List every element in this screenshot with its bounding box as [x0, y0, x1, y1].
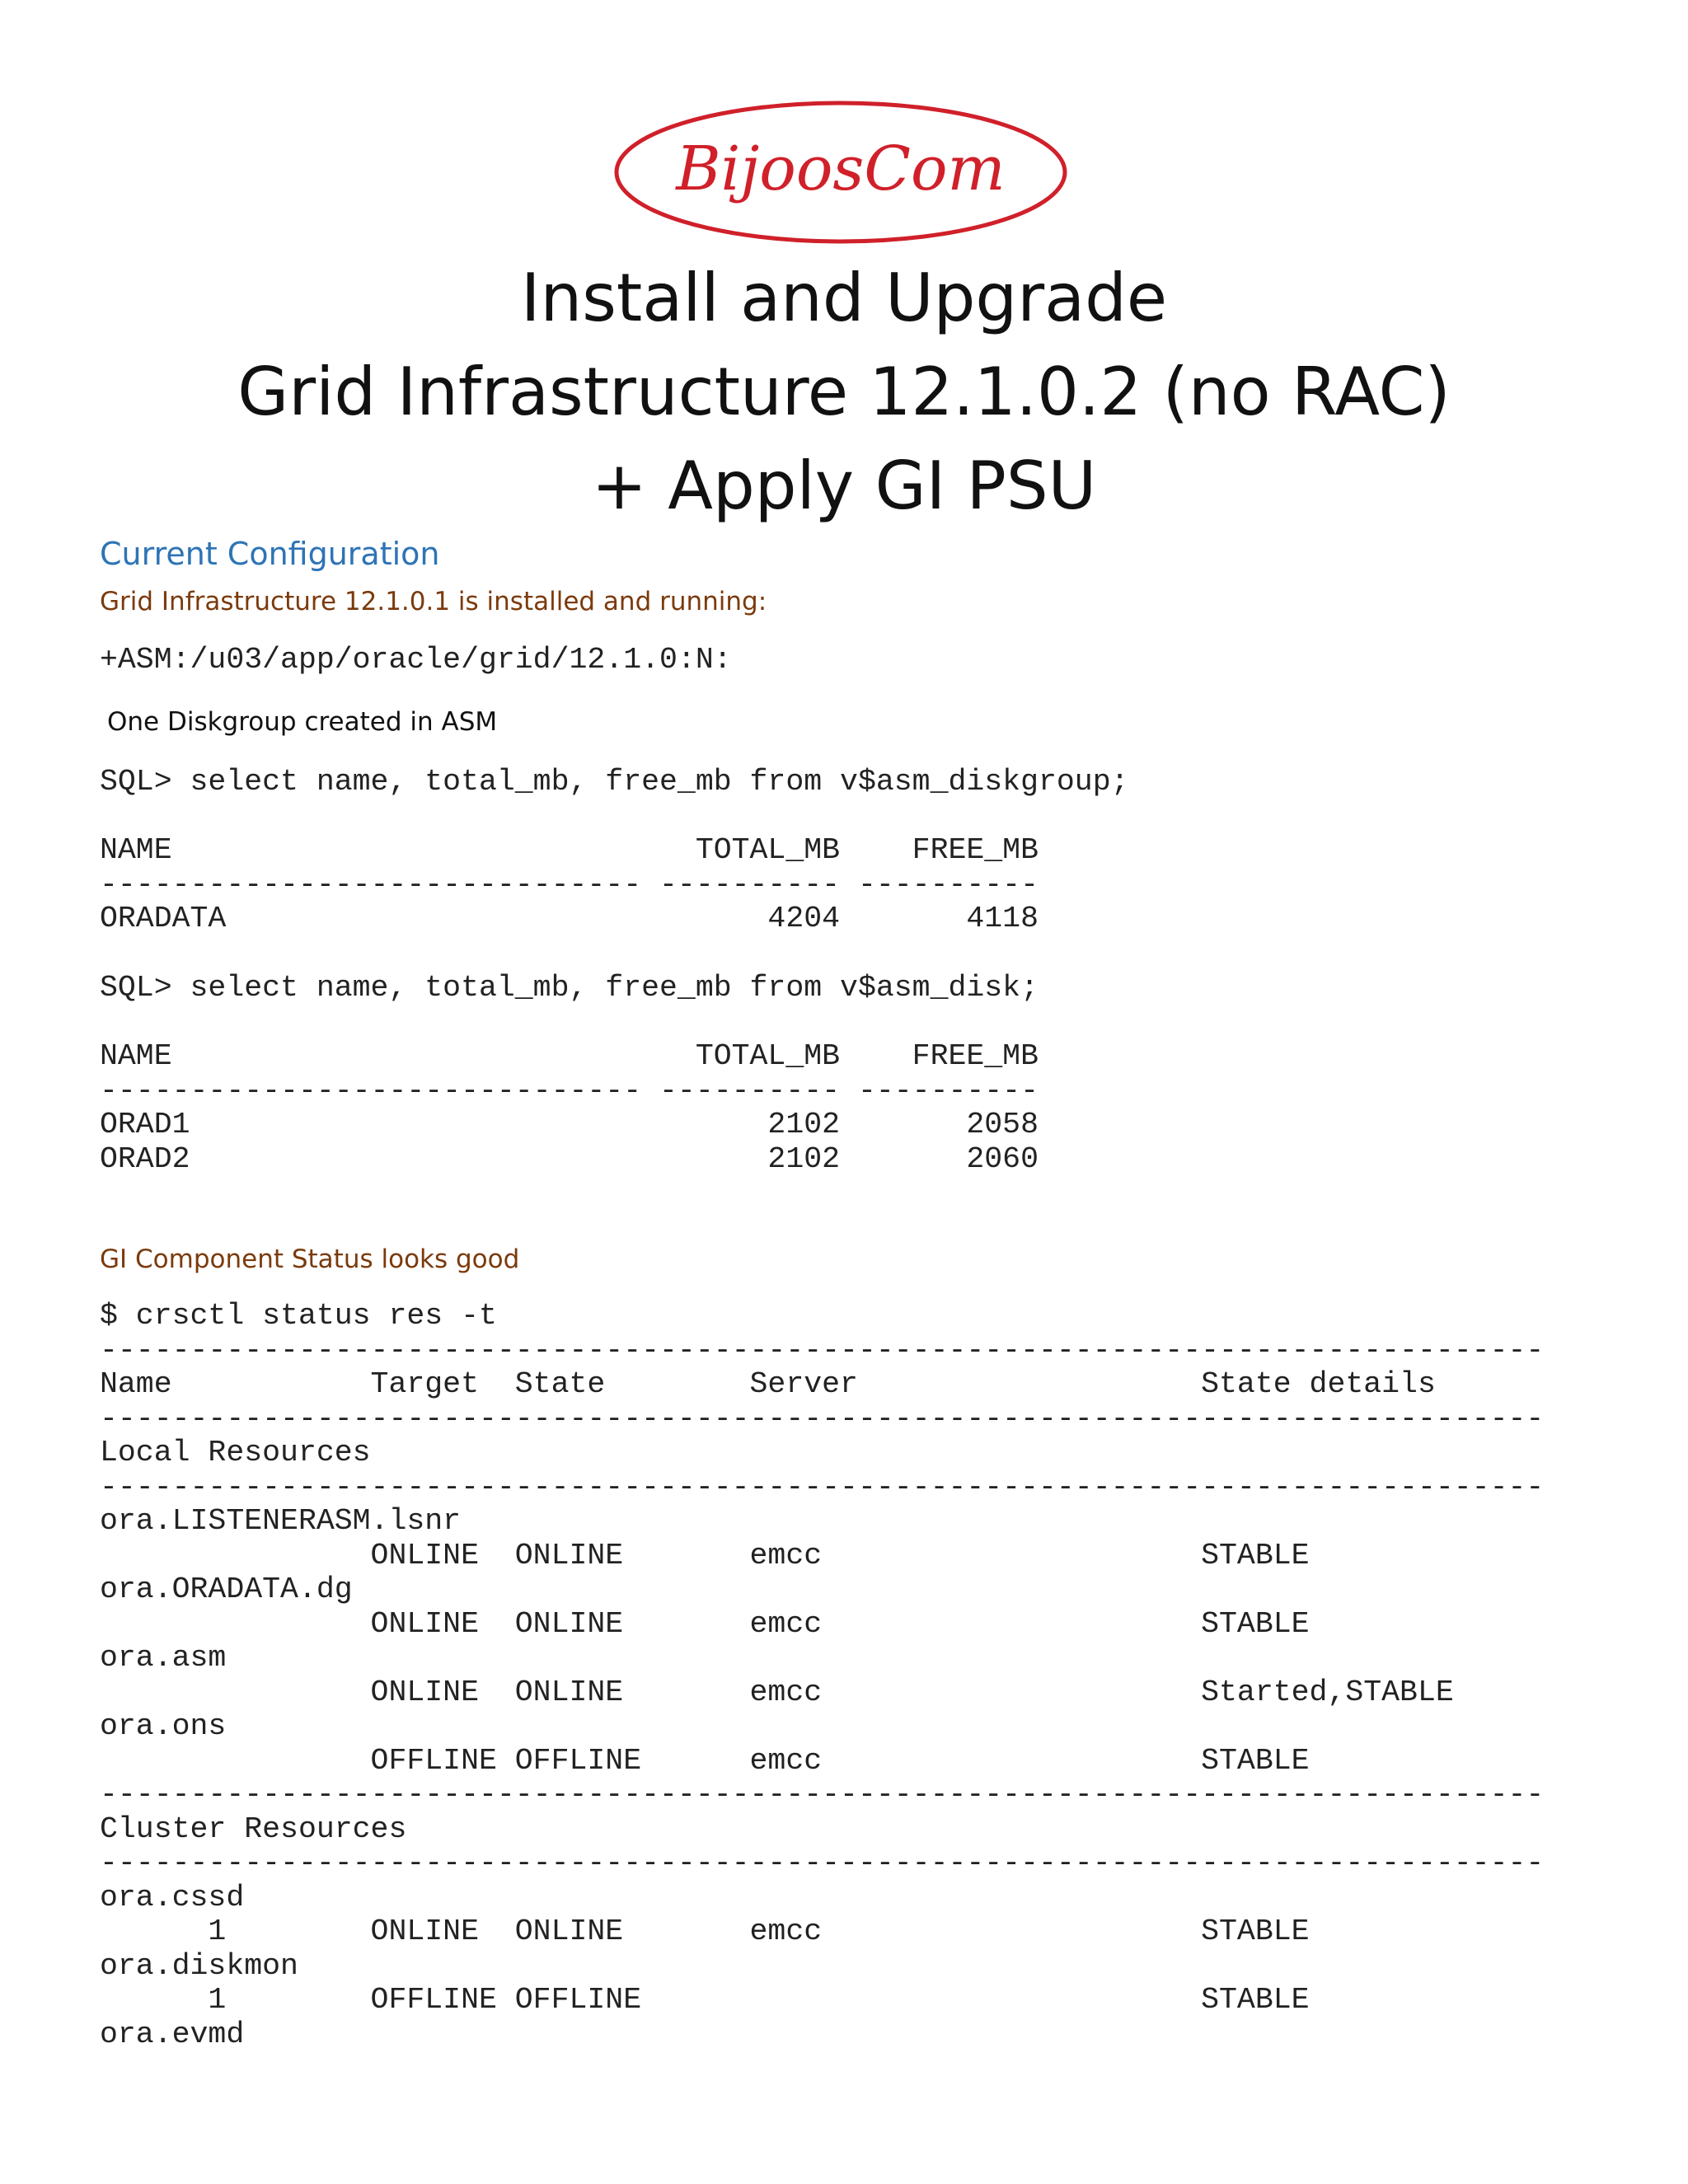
code-line [100, 1005, 1039, 1040]
gi-installed-text: Grid Infrastructure 12.1.0.1 is installed and running: [100, 587, 767, 616]
disk-query-output [100, 971, 1039, 1176]
code-line: ORADATA 4204 4118 [100, 902, 1039, 935]
code-line: -------------------------------------------------------------------------------- [100, 1846, 1545, 1880]
code-line: Name Target State Server State details [100, 1367, 1436, 1401]
code-line: ora.LISTENERASM.lsnr [100, 1504, 462, 1538]
title-line-3: + Apply GI PSU [591, 448, 1097, 524]
code-line: 1 ONLINE ONLINE emcc STABLE [100, 1915, 1310, 1948]
code-line: ora.ORADATA.dg [100, 1572, 353, 1606]
code-line: ora.ons [100, 1709, 227, 1743]
code-line: -------------------------------------------------------------------------------- [100, 1469, 1545, 1504]
diskgroup-note: One Diskgroup created in ASM [107, 707, 498, 737]
code-line: NAME TOTAL_MB FREE_MB [100, 833, 1039, 867]
code-line: NAME TOTAL_MB FREE_MB [100, 1039, 1039, 1073]
code-line [100, 799, 1129, 834]
code-line: ONLINE ONLINE emcc STABLE [100, 1538, 1310, 1572]
code-line: Cluster Resources [100, 1811, 407, 1846]
code-line: -------------------------------------------------------------------------------- [100, 1333, 1545, 1367]
code-line: SQL> select name, total_mb, free_mb from v$asm_disk; [100, 971, 1039, 1005]
code-line: ORAD1 2102 2058 [100, 1108, 1039, 1141]
title-line-2: Grid Infrastructure 12.1.0.2 (no RAC) [237, 354, 1451, 430]
bijooscom-logo [610, 97, 1071, 247]
code-line: $ crsctl status res -t [100, 1299, 497, 1333]
code-line: ora.cssd [100, 1880, 245, 1915]
diskgroup-query-output [100, 765, 1129, 936]
code-line: ONLINE ONLINE emcc STABLE [100, 1606, 1310, 1641]
code-line: ONLINE ONLINE emcc Started,STABLE [100, 1675, 1454, 1709]
code-line: Local Resources [100, 1436, 371, 1469]
code-line: ora.diskmon [100, 1948, 298, 1983]
code-line: -------------------------------------------------------------------------------- [100, 1401, 1545, 1436]
code-line: 1 OFFLINE OFFLINE STABLE [100, 1983, 1310, 2017]
title-line-1: Install and Upgrade [520, 260, 1168, 336]
code-line: ora.asm [100, 1641, 227, 1675]
code-line: ------------------------------ ---------- ---------- [100, 1073, 1039, 1108]
crsctl-status-output [100, 1299, 1544, 2051]
code-line: -------------------------------------------------------------------------------- [100, 1778, 1545, 1811]
code-line: SQL> select name, total_mb, free_mb from v$asm_diskgroup; [100, 765, 1129, 799]
logo-text: BijoosCom [676, 134, 1006, 204]
section-heading-current-configuration: Current Configuration [100, 536, 440, 572]
env-line: +ASM:/u03/app/oracle/grid/12.1.0:N: [100, 643, 732, 677]
code-line: OFFLINE OFFLINE emcc STABLE [100, 1743, 1310, 1778]
gi-status-heading: GI Component Status looks good [100, 1244, 520, 1274]
code-line: ------------------------------ ---------- ---------- [100, 867, 1039, 902]
code-line: ORAD2 2102 2060 [100, 1141, 1039, 1176]
code-line: ora.evmd [100, 2017, 245, 2051]
